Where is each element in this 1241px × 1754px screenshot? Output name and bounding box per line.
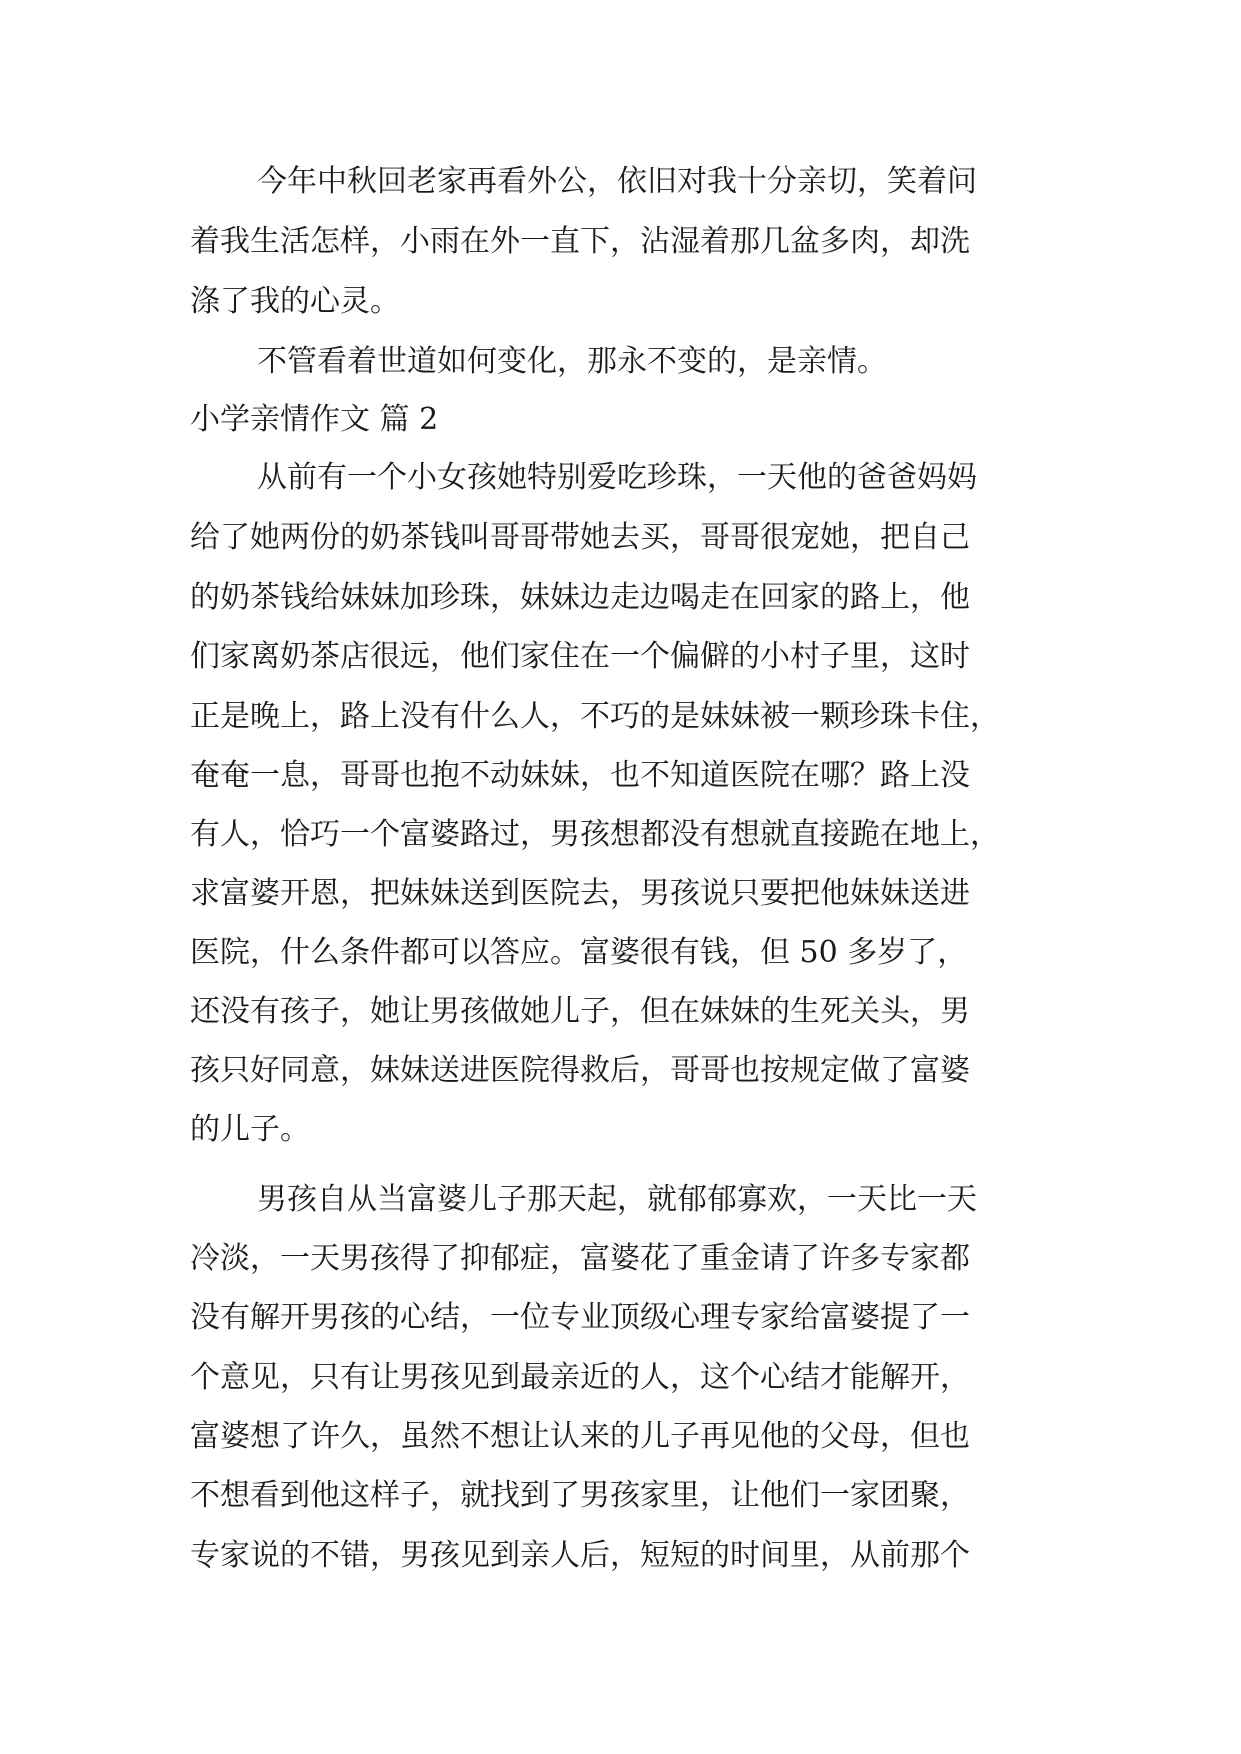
paragraph-line (0, 1466, 1241, 1526)
paragraph-line (0, 627, 1241, 687)
line-text: 男孩自从当富婆儿子那天起，就郁郁寡欢，一天比一天 (257, 1182, 977, 1217)
line-text: 今年中秋回老家再看外公，依旧对我十分亲切，笑着问 (257, 164, 977, 199)
heading-text: 小学亲情作文 篇 2 (190, 402, 439, 437)
paragraph-line (0, 687, 1241, 747)
paragraph-line (0, 508, 1241, 568)
paragraph-line (0, 212, 1241, 272)
paragraph-line (0, 864, 1241, 924)
line-text: 专家说的不错，男孩见到亲人后，短短的时间里，从前那个 (190, 1538, 970, 1573)
line-text: 没有解开男孩的心结，一位专业顶级心理专家给富婆提了一 (190, 1300, 970, 1335)
line-text: 还没有孩子，她让男孩做她儿子，但在妹妹的生死关头，男 (190, 994, 970, 1029)
paragraph-line (0, 272, 1241, 332)
paragraph-line (0, 568, 1241, 628)
line-text: 不想看到他这样子，就找到了男孩家里，让他们一家团聚， (190, 1478, 970, 1513)
line-text: 涤了我的心灵。 (190, 284, 400, 319)
paragraph-line (0, 448, 1241, 508)
paragraph-line (0, 1407, 1241, 1467)
paragraph-line (0, 1229, 1241, 1289)
line-text: 个意见，只有让男孩见到最亲近的人，这个心结才能解开， (190, 1360, 970, 1395)
paragraph-line (0, 1526, 1241, 1586)
line-text: 们家离奶茶店很远，他们家住在一个偏僻的小村子里，这时 (190, 639, 970, 674)
section-heading (0, 390, 1241, 450)
paragraph-line (0, 1100, 1241, 1160)
line-text: 的奶茶钱给妹妹加珍珠，妹妹边走边喝走在回家的路上，他 (190, 580, 970, 615)
paragraph-line (0, 805, 1241, 865)
line-text: 从前有一个小女孩她特别爱吃珍珠，一天他的爸爸妈妈 (257, 460, 977, 495)
line-text: 正是晚上，路上没有什么人，不巧的是妹妹被一颗珍珠卡住， (190, 699, 1000, 734)
paragraph-line (0, 1170, 1241, 1230)
line-text: 富婆想了许久，虽然不想让认来的儿子再见他的父母，但也 (190, 1419, 970, 1454)
paragraph-line (0, 1348, 1241, 1408)
line-text: 奄奄一息，哥哥也抱不动妹妹，也不知道医院在哪？路上没 (190, 758, 970, 793)
line-text: 冷淡，一天男孩得了抑郁症，富婆花了重金请了许多专家都 (190, 1241, 970, 1276)
paragraph-line (0, 1041, 1241, 1101)
paragraph-line (0, 1288, 1241, 1348)
line-text: 求富婆开恩，把妹妹送到医院去，男孩说只要把他妹妹送进 (190, 876, 970, 911)
line-text: 有人，恰巧一个富婆路过，男孩想都没有想就直接跪在地上， (190, 817, 1000, 852)
paragraph-line (0, 332, 1241, 392)
line-text: 医院，什么条件都可以答应。富婆很有钱，但 50 多岁了， (190, 935, 968, 970)
paragraph-line (0, 152, 1241, 212)
paragraph-line (0, 982, 1241, 1042)
line-text: 的儿子。 (190, 1112, 310, 1147)
line-text: 不管看着世道如何变化，那永不变的，是亲情。 (257, 344, 887, 379)
paragraph-line (0, 746, 1241, 806)
line-text: 着我生活怎样，小雨在外一直下，沾湿着那几盆多肉，却洗 (190, 224, 970, 259)
line-text: 给了她两份的奶茶钱叫哥哥带她去买，哥哥很宠她，把自己 (190, 520, 970, 555)
paragraph-line (0, 923, 1241, 983)
line-text: 孩只好同意，妹妹送进医院得救后，哥哥也按规定做了富婆 (190, 1053, 970, 1088)
